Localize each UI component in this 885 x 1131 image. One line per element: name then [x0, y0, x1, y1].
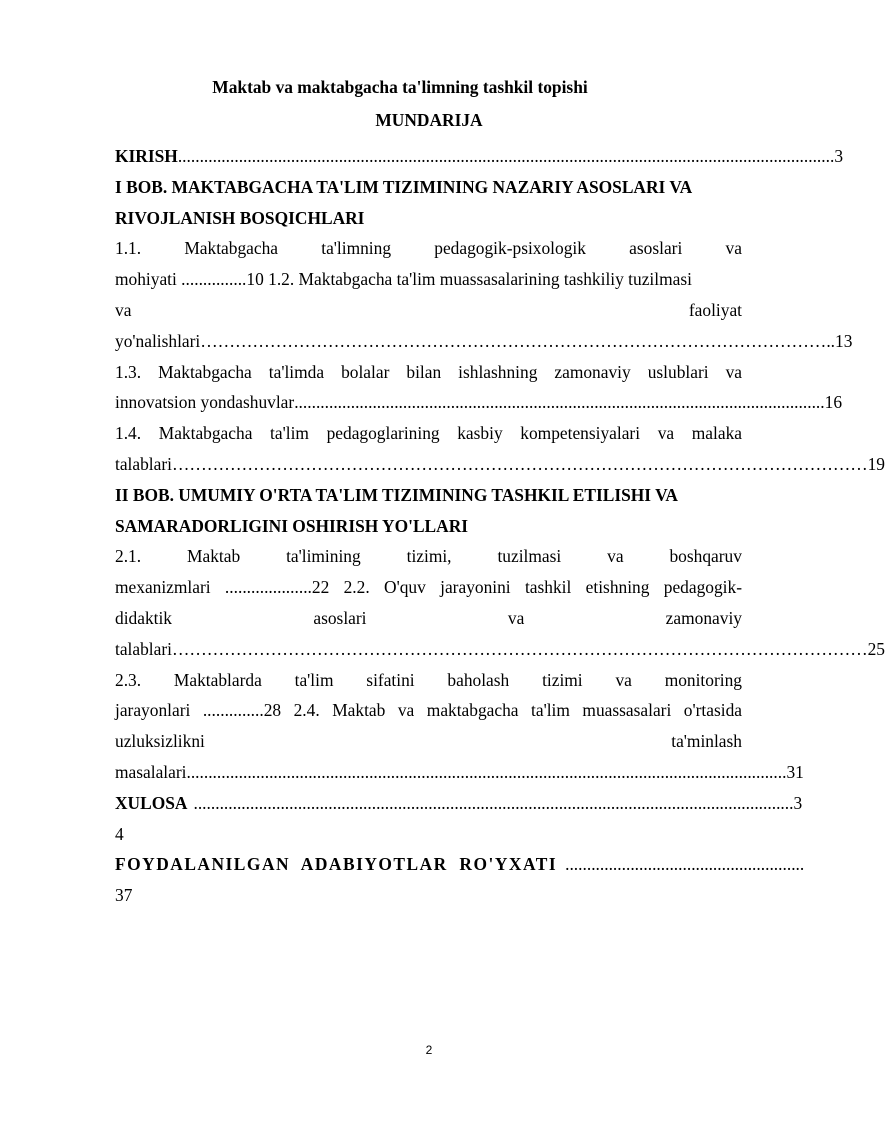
toc-entry-1-2-line-1[interactable]: va faoliyat [115, 299, 742, 320]
toc-entry-1-3-last[interactable]: innovatsion yondashuvlar .......................................................................................................................... 16 [115, 392, 843, 413]
toc-entry-1-4-last[interactable]: talablari ………………………………………………………………………………………………………… 19 [115, 453, 885, 474]
page-number: 2 [425, 1043, 433, 1057]
toc-entry-2-2-last[interactable]: talablari ………………………………………………………………………………………………………… 25 [115, 638, 885, 659]
toc-entry-1-1-line-1[interactable]: 1.1. Maktabgacha ta'limning pedagogik-psixologik asoslari va [115, 238, 742, 259]
toc-entry-foydalanilgan[interactable]: FOYDALANILGAN ADABIYOTLAR RO'YXATI ....................................................... [115, 854, 805, 875]
toc-entry-2-3-line-2[interactable]: jarayonlari ..............28 2.4. Maktab va maktabgacha ta'lim muassasalari o'rtasida [115, 700, 742, 721]
toc-entry-2-3-line-1[interactable]: 2.3. Maktablarda ta'lim sifatini baholash tizimi va monitoring [115, 669, 742, 690]
toc-chapter-2-line-1[interactable]: II BOB. UMUMIY O'RTA TA'LIM TIZIMINING TASHKIL ETILISHI VA [115, 484, 678, 505]
toc-entry-foydalanilgan-page-cont: 37 [115, 885, 133, 906]
toc-entry-xulosa-page-cont: 4 [115, 823, 124, 844]
toc-chapter-1-line-1[interactable]: I BOB. MAKTABGACHA TA'LIM TIZIMINING NAZARIY ASOSLARI VA [115, 176, 693, 197]
toc-entry-1-3-line-1[interactable]: 1.3. Maktabgacha ta'limda bolalar bilan ishlashning zamonaviy uslublari va [115, 361, 742, 382]
toc-chapter-1-line-2[interactable]: RIVOJLANISH BOSQICHLARI [115, 207, 365, 228]
toc-entry-1-1-line-2[interactable]: mohiyati ...............10 1.2. Maktabgacha ta'lim muassasalarining tashkiliy tuzilmasi [115, 269, 692, 290]
toc-entry-2-1-line-1[interactable]: 2.1. Maktab ta'limining tizimi, tuzilmasi va boshqaruv [115, 546, 742, 567]
toc-entry-2-4-last[interactable]: masalalari .......................................................................................................................................... 31 [115, 761, 804, 782]
toc-heading: MUNDARIJA [375, 110, 483, 130]
toc-entry-2-1-line-2[interactable]: mexanizmlari ....................22 2.2. O'quv jarayonini tashkil etishning pedagogik- [115, 577, 742, 598]
toc-entry-1-2-last[interactable]: yo'nalishlari ……………………………………………………………………………………………….. 13 [115, 330, 853, 351]
table-of-contents [115, 141, 885, 911]
toc-entry-1-4-line-1[interactable]: 1.4. Maktabgacha ta'lim pedagoglarining kasbiy kompetensiyalari va malaka [115, 423, 742, 444]
document-title: Maktab va maktabgacha ta'limning tashkil topishi [212, 77, 588, 97]
toc-entry-kirish[interactable]: KIRISH ....................................................................................................................................................... 3 [115, 146, 844, 166]
toc-chapter-2-line-2[interactable]: SAMARADORLIGINI OSHIRISH YO'LLARI [115, 515, 469, 536]
toc-entry-2-2-line-1[interactable]: didaktik asoslari va zamonaviy [115, 607, 742, 628]
toc-entry-2-4-line-1[interactable]: uzluksizlikni ta'minlash [115, 731, 742, 752]
toc-entry-xulosa[interactable]: XULOSA .......................................................................................................................................... 3 [115, 792, 803, 813]
